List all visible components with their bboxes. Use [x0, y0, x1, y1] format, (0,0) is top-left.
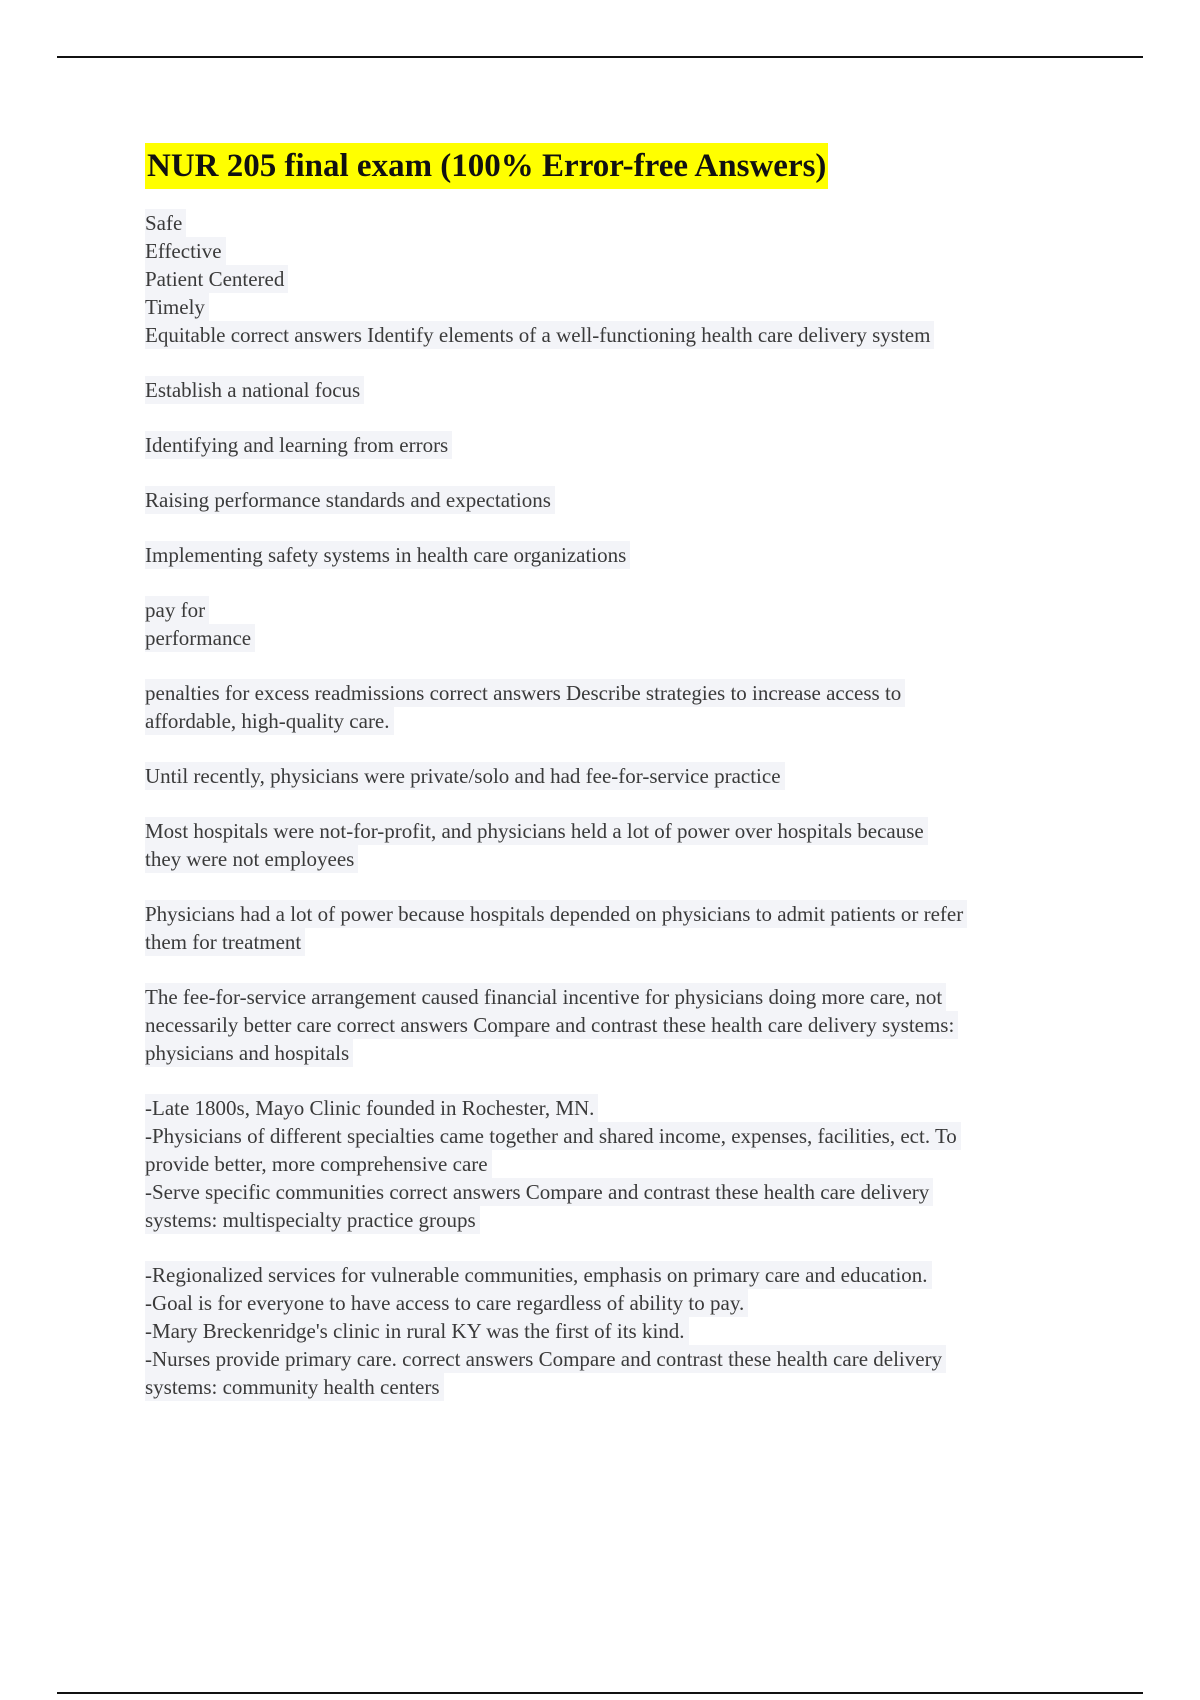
text-block: [145, 679, 1095, 735]
text-block: [145, 431, 1095, 459]
text-block: [145, 486, 1095, 514]
text-block: [145, 983, 1095, 1067]
bottom-rule: [57, 1692, 1143, 1694]
text-line: Effective: [145, 237, 226, 265]
text-line: affordable, high-quality care.: [145, 707, 394, 735]
question-answer-blocks: [145, 209, 1095, 1401]
text-line: The fee-for-service arrangement caused financial incentive for physicians doing more care, not: [145, 983, 946, 1011]
text-block: [145, 541, 1095, 569]
text-line: Raising performance standards and expectations: [145, 486, 555, 514]
text-line: Physicians had a lot of power because hospitals depended on physicians to admit patients or refer: [145, 900, 967, 928]
text-block: [145, 817, 1095, 873]
text-block: [145, 900, 1095, 956]
text-line: Most hospitals were not-for-profit, and physicians held a lot of power over hospitals because: [145, 817, 928, 845]
text-block: [145, 762, 1095, 790]
text-line: provide better, more comprehensive care: [145, 1150, 492, 1178]
text-line: -Mary Breckenridge's clinic in rural KY was the first of its kind.: [145, 1317, 689, 1345]
text-line: Safe: [145, 209, 186, 237]
text-line: -Goal is for everyone to have access to care regardless of ability to pay.: [145, 1289, 748, 1317]
document-body: [145, 143, 1095, 1428]
text-line: Establish a national focus: [145, 376, 364, 404]
text-line: penalties for excess readmissions correct answers Describe strategies to increase access to: [145, 679, 905, 707]
text-line: pay for: [145, 596, 209, 624]
text-line: -Serve specific communities correct answers Compare and contrast these health care delivery: [145, 1178, 933, 1206]
text-block: [145, 1261, 1095, 1401]
text-line: -Physicians of different specialties came together and shared income, expenses, facilities, ect. To: [145, 1122, 961, 1150]
text-line: -Nurses provide primary care. correct answers Compare and contrast these health care delivery: [145, 1345, 946, 1373]
text-block: [145, 376, 1095, 404]
text-line: Equitable correct answers Identify elements of a well-functioning health care delivery system: [145, 321, 934, 349]
text-block: [145, 596, 1095, 652]
text-line: Patient Centered: [145, 265, 288, 293]
text-line: systems: community health centers: [145, 1373, 444, 1401]
text-line: them for treatment: [145, 928, 305, 956]
text-line: Until recently, physicians were private/solo and had fee-for-service practice: [145, 762, 785, 790]
document-title: NUR 205 final exam (100% Error-free Answers): [145, 143, 828, 189]
text-line: physicians and hospitals: [145, 1039, 353, 1067]
text-block: [145, 209, 1095, 349]
text-line: systems: multispecialty practice groups: [145, 1206, 480, 1234]
text-line: -Regionalized services for vulnerable communities, emphasis on primary care and education.: [145, 1261, 932, 1289]
text-line: Implementing safety systems in health care organizations: [145, 541, 630, 569]
text-line: necessarily better care correct answers Compare and contrast these health care delivery systems:: [145, 1011, 958, 1039]
text-line: they were not employees: [145, 845, 358, 873]
text-line: performance: [145, 624, 255, 652]
text-line: Timely: [145, 293, 209, 321]
text-line: Identifying and learning from errors: [145, 431, 452, 459]
text-line: -Late 1800s, Mayo Clinic founded in Rochester, MN.: [145, 1094, 598, 1122]
text-block: [145, 1094, 1095, 1234]
top-rule: [57, 56, 1143, 58]
